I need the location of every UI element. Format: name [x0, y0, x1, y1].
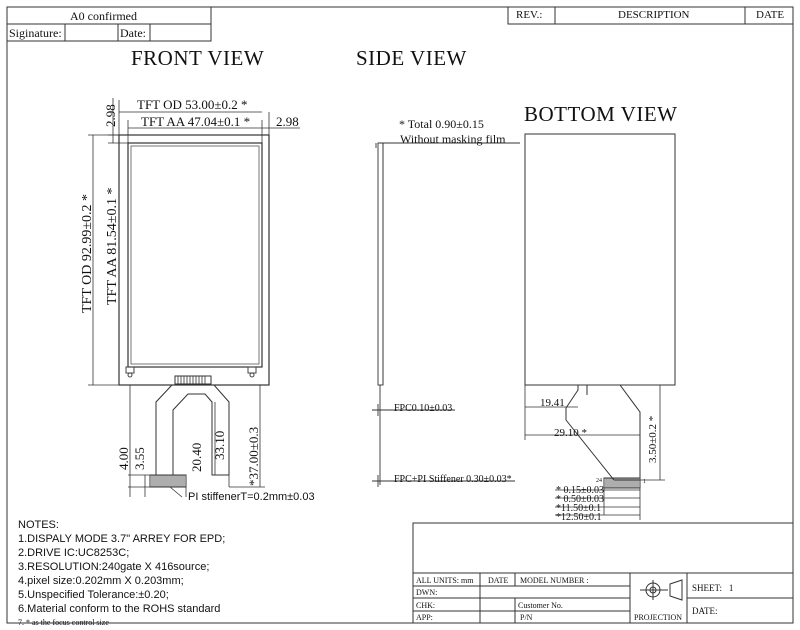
pn-label: P/N [520, 613, 533, 622]
pi-stiffener-note: PI stiffenerT=0.2mm±0.03 [188, 491, 315, 503]
dim-tft-aa-width: TFT AA 47.04±0.1 * [141, 114, 251, 129]
rev-label: REV.: [516, 9, 543, 21]
app-label: APP: [416, 613, 433, 622]
side-total-thickness: * Total 0.90±0.15 [399, 117, 484, 131]
title-block-date-label: DATE: [692, 606, 718, 616]
dim-355: 3.55 [132, 447, 147, 470]
note-item: 1.DISPALY MODE 3.7" ARREY FOR EPD; [18, 533, 226, 545]
notes-title: NOTES: [18, 519, 59, 531]
dim-tft-od-height: TFT OD 92.99±0.2 * [80, 193, 95, 313]
side-view-title: SIDE VIEW [356, 46, 467, 70]
note-item: 2.DRIVE IC:UC8253C; [18, 547, 130, 559]
pin-1-label: 1 [643, 479, 646, 485]
projection-label: PROJECTION [634, 613, 683, 622]
note-item: 6.Material conform to the ROHS standard [18, 603, 221, 615]
side-masking-note: Without masking film [400, 132, 506, 146]
units-label: ALL UNITS: mm [416, 576, 474, 585]
dim-right-margin: 2.98 [276, 114, 299, 129]
model-number-label: MODEL NUMBER : [520, 576, 589, 585]
dim-1150: *11.50±0.1 [556, 503, 602, 514]
front-view-title: FRONT VIEW [131, 46, 265, 70]
title-date-label: DATE [488, 576, 509, 585]
dim-2910: 29.10 * [554, 427, 587, 439]
sheet-label: SHEET: 1 [692, 583, 734, 593]
side-fpc-thickness: FPC0.10±0.03 [394, 403, 453, 414]
dim-015: * 0.15±0.03 [556, 485, 604, 496]
description-label: DESCRIPTION [618, 9, 690, 21]
dim-1250: *12.50±0.1 [556, 512, 602, 523]
dim-tft-od-width: TFT OD 53.00±0.2 * [137, 97, 248, 112]
chk-label: CHK: [416, 601, 436, 610]
dim-2040: 20.40 [189, 442, 204, 472]
status-label: A0 confirmed [70, 9, 137, 23]
note-item: 4.pixel size:0.202mm X 0.203mm; [18, 575, 184, 587]
side-fpc-pi-thickness: FPC+PI Stiffener 0.30±0.03* [394, 474, 512, 485]
dim-tft-aa-height: TFT AA 81.54±0.1 * [105, 187, 120, 305]
dim-050: * 0.50±0.03 [556, 494, 604, 505]
dim-1941: 19.41 [540, 397, 565, 409]
bottom-view-title: BOTTOM VIEW [524, 102, 678, 126]
pin-24-label: 24 [596, 478, 602, 484]
header-date-label: Date: [120, 26, 146, 40]
note-item: 3.RESOLUTION:240gate X 416source; [18, 561, 210, 573]
customer-no-label: Customer No. [518, 601, 563, 610]
dim-3700: *37.00±0.3 [246, 426, 261, 486]
dwn-label: DWN: [416, 588, 438, 597]
note-item: 5.Unspecified Tolerance:±0.20; [18, 589, 169, 601]
dim-3310: 33.10 [212, 430, 227, 460]
dim-400: 4.00 [116, 447, 131, 470]
dim-350: 3.50±0.2 * [647, 415, 659, 463]
signature-label: Siginature: [9, 26, 62, 40]
revision-date-label: DATE [756, 9, 785, 21]
dim-top-margin: 2.98 [103, 104, 118, 127]
note-item: 7. * as the focus control size [18, 618, 109, 627]
notes-block [18, 518, 225, 630]
